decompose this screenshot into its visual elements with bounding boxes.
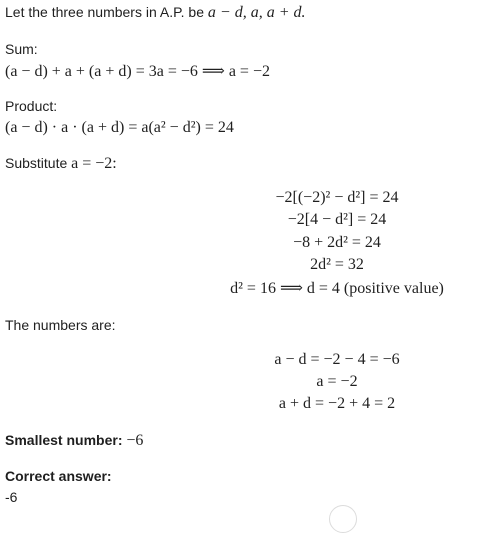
smallest-line xyxy=(5,432,143,450)
substitute-line xyxy=(5,155,117,173)
derivation-result: d² = 16 ⟹ d = 4 (positive value) xyxy=(230,280,444,297)
answer-label: Correct answer: xyxy=(5,468,112,484)
sum-label: Sum: xyxy=(5,41,38,57)
smallest-label: Smallest number: xyxy=(5,432,123,448)
numbers-line-1: a − d = −2 − 4 = −6 xyxy=(274,351,400,368)
derivation-step-4: 2d² = 32 xyxy=(310,256,364,273)
numbers-line-3: a + d = −2 + 4 = 2 xyxy=(278,395,396,412)
numbers-line-2: a = −2 xyxy=(316,373,358,390)
derivation-step-2: −2[4 − d²] = 24 xyxy=(287,211,387,228)
product-equation: (a − d) · a · (a + d) = a(a² − d²) = 24 xyxy=(5,119,234,136)
scroll-circle-button[interactable] xyxy=(329,505,357,533)
substitute-label: Substitute xyxy=(5,155,68,171)
derivation-step-1: −2[(−2)² − d²] = 24 xyxy=(275,189,399,206)
answer-value: -6 xyxy=(5,489,18,505)
sum-equation: (a − d) + a + (a + d) = 3a = −6 ⟹ a = −2 xyxy=(5,63,270,80)
smallest-value: −6 xyxy=(126,432,144,449)
numbers-label: The numbers are: xyxy=(5,317,116,333)
substitute-math: a = −2: xyxy=(71,155,117,172)
intro-math: a − d, a, a + d. xyxy=(207,4,306,21)
intro-line xyxy=(5,4,305,22)
intro-text: Let the three numbers in A.P. be xyxy=(5,4,204,20)
derivation-step-3: −8 + 2d² = 24 xyxy=(293,234,381,251)
product-label: Product: xyxy=(5,98,58,114)
